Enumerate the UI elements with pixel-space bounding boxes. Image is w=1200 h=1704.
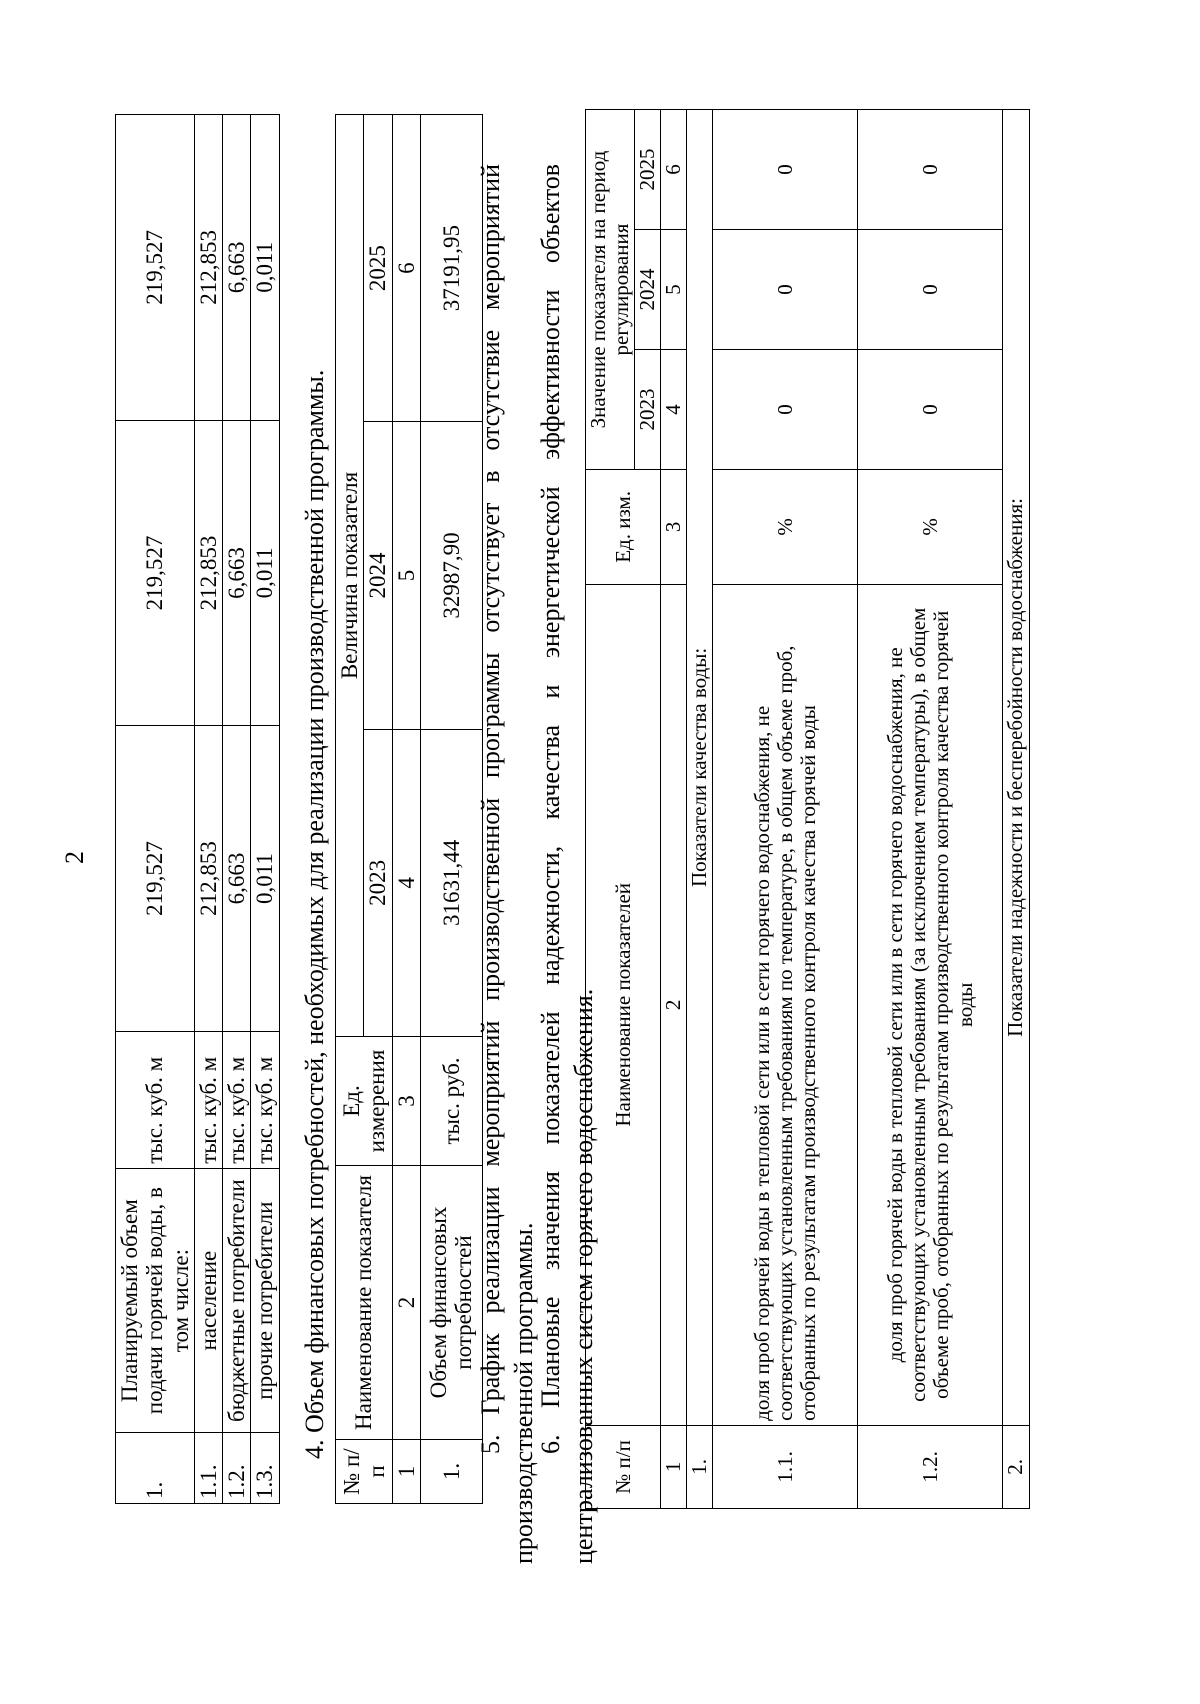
group-number: 1.: [687, 1425, 713, 1508]
table-header-row: [586, 110, 635, 1509]
header-unit: Ед. измерения: [336, 1037, 393, 1166]
value-2024: 219,527: [116, 420, 195, 726]
colnum: 1: [392, 1440, 420, 1504]
header-year: 2023: [635, 350, 661, 470]
header-year: 2025: [635, 110, 661, 230]
table-group-row: [687, 110, 713, 1509]
header-value: Величина показателя: [336, 115, 364, 1037]
value-2024: 0: [713, 230, 858, 350]
row-unit: тыс. куб. м: [251, 1031, 279, 1168]
value-2023: 0: [858, 350, 1003, 470]
row-unit: тыс. куб. м: [116, 1031, 195, 1168]
group-title: Показатели надежности и бесперебойности водоснабжения:: [1003, 110, 1029, 1426]
value-2025: 0: [713, 110, 858, 230]
row-number: 1.2.: [223, 1433, 251, 1504]
value-2024: 6,663: [223, 420, 251, 726]
row-unit: тыс. руб.: [420, 1037, 482, 1166]
table-row: [420, 115, 482, 1504]
header-year: 2023: [364, 729, 392, 1036]
row-name: население: [194, 1168, 222, 1433]
header-unit: Ед. изм.: [586, 470, 661, 585]
row-number: 1.1.: [713, 1425, 858, 1508]
value-2024: 32987,90: [420, 422, 482, 729]
value-2025: 0,011: [251, 115, 279, 421]
row-number: 1.: [420, 1440, 482, 1504]
colnum: 4: [392, 729, 420, 1036]
row-name: доля проб горячей воды в тепловой сети или в сети горячего водоснабжения, не соответствующих установленным требованиям (за исключением температуры), в общем объеме проб, отобранных по результатам производственного контроля качества горячей воды: [858, 584, 1003, 1425]
value-2023: 6,663: [223, 726, 251, 1032]
row-unit: тыс. куб. м: [223, 1031, 251, 1168]
value-2024: 0,011: [251, 420, 279, 726]
colnum: 6: [661, 110, 687, 230]
table-row: [116, 115, 195, 1504]
value-2025: 0: [858, 110, 1003, 230]
row-number: 1.2.: [858, 1425, 1003, 1508]
value-2023: 0: [713, 350, 858, 470]
colnum: 5: [661, 230, 687, 350]
page-number: 2: [60, 851, 89, 864]
colnum: 1: [661, 1425, 687, 1508]
value-2023: 0,011: [251, 726, 279, 1032]
colnum: 2: [392, 1166, 420, 1440]
table-row: [713, 110, 858, 1509]
section-4-title: 4. Объем финансовых потребностей, необходимых для реализации производственной программы.: [300, 369, 329, 1459]
group-title: Показатели качества воды:: [687, 110, 713, 1426]
header-number: № п/п: [586, 1425, 661, 1508]
row-name: доля проб горячей воды в тепловой сети или в сети горячего водоснабжения, не соответствующих установленным требованиям по температуре, в общем объеме проб, отобранных по результатам производственного контроля качества горячей воды: [713, 584, 858, 1425]
colnum: 3: [661, 470, 687, 585]
value-2025: 219,527: [116, 115, 195, 421]
table-colnum-row: [661, 110, 687, 1509]
row-number: 1.1.: [194, 1433, 222, 1504]
table-row: [858, 110, 1003, 1509]
table-row: [251, 115, 279, 1504]
row-unit: тыс. куб. м: [194, 1031, 222, 1168]
supply-volume-table: [115, 114, 280, 1504]
table-colnum-row: [392, 115, 420, 1504]
colnum: 5: [392, 422, 420, 729]
table-row: [194, 115, 222, 1504]
colnum: 4: [661, 350, 687, 470]
financial-needs-table: [335, 114, 483, 1504]
row-number: 1.3.: [251, 1433, 279, 1504]
header-year: 2024: [364, 422, 392, 729]
row-name: бюджетные потребители: [223, 1168, 251, 1433]
header-number: № п/п: [336, 1440, 393, 1504]
value-2023: 212,853: [194, 726, 222, 1032]
row-name: прочие потребители: [251, 1168, 279, 1433]
table-group-row: [1003, 110, 1029, 1509]
row-unit: %: [713, 470, 858, 585]
colnum: 2: [661, 584, 687, 1425]
value-2025: 212,853: [194, 115, 222, 421]
section-6-text: 6. Плановые значения показателей надежности, качества и энергетической эффективности объектов централизованных систем горячего водоснабжения.: [536, 164, 598, 1564]
value-2025: 37191,95: [420, 115, 482, 422]
header-year: 2025: [364, 115, 392, 422]
row-name: Объем финансовых потребностей: [420, 1166, 482, 1440]
row-unit: %: [858, 470, 1003, 585]
group-number: 2.: [1003, 1425, 1029, 1508]
header-name: Наименование показателей: [586, 584, 661, 1425]
value-2023: 31631,44: [420, 729, 482, 1036]
row-name: Планируемый объем подачи горячей воды, в том числе:: [116, 1168, 195, 1433]
section-5-text: 5. График реализации мероприятий производственной программы отсутствует в отсутствие мероприятий производственной программы.: [476, 164, 538, 1564]
row-number: 1.: [116, 1433, 195, 1504]
value-2024: 0: [858, 230, 1003, 350]
colnum: 6: [392, 115, 420, 422]
header-value: Значение показателя на период регулирования: [586, 110, 635, 470]
table-header-row: [336, 115, 364, 1504]
indicators-table: [585, 109, 1030, 1509]
colnum: 3: [392, 1037, 420, 1166]
header-year: 2024: [635, 230, 661, 350]
header-name: Наименование показателя: [336, 1166, 393, 1440]
value-2023: 219,527: [116, 726, 195, 1032]
value-2025: 6,663: [223, 115, 251, 421]
table-row: [223, 115, 251, 1504]
value-2024: 212,853: [194, 420, 222, 726]
